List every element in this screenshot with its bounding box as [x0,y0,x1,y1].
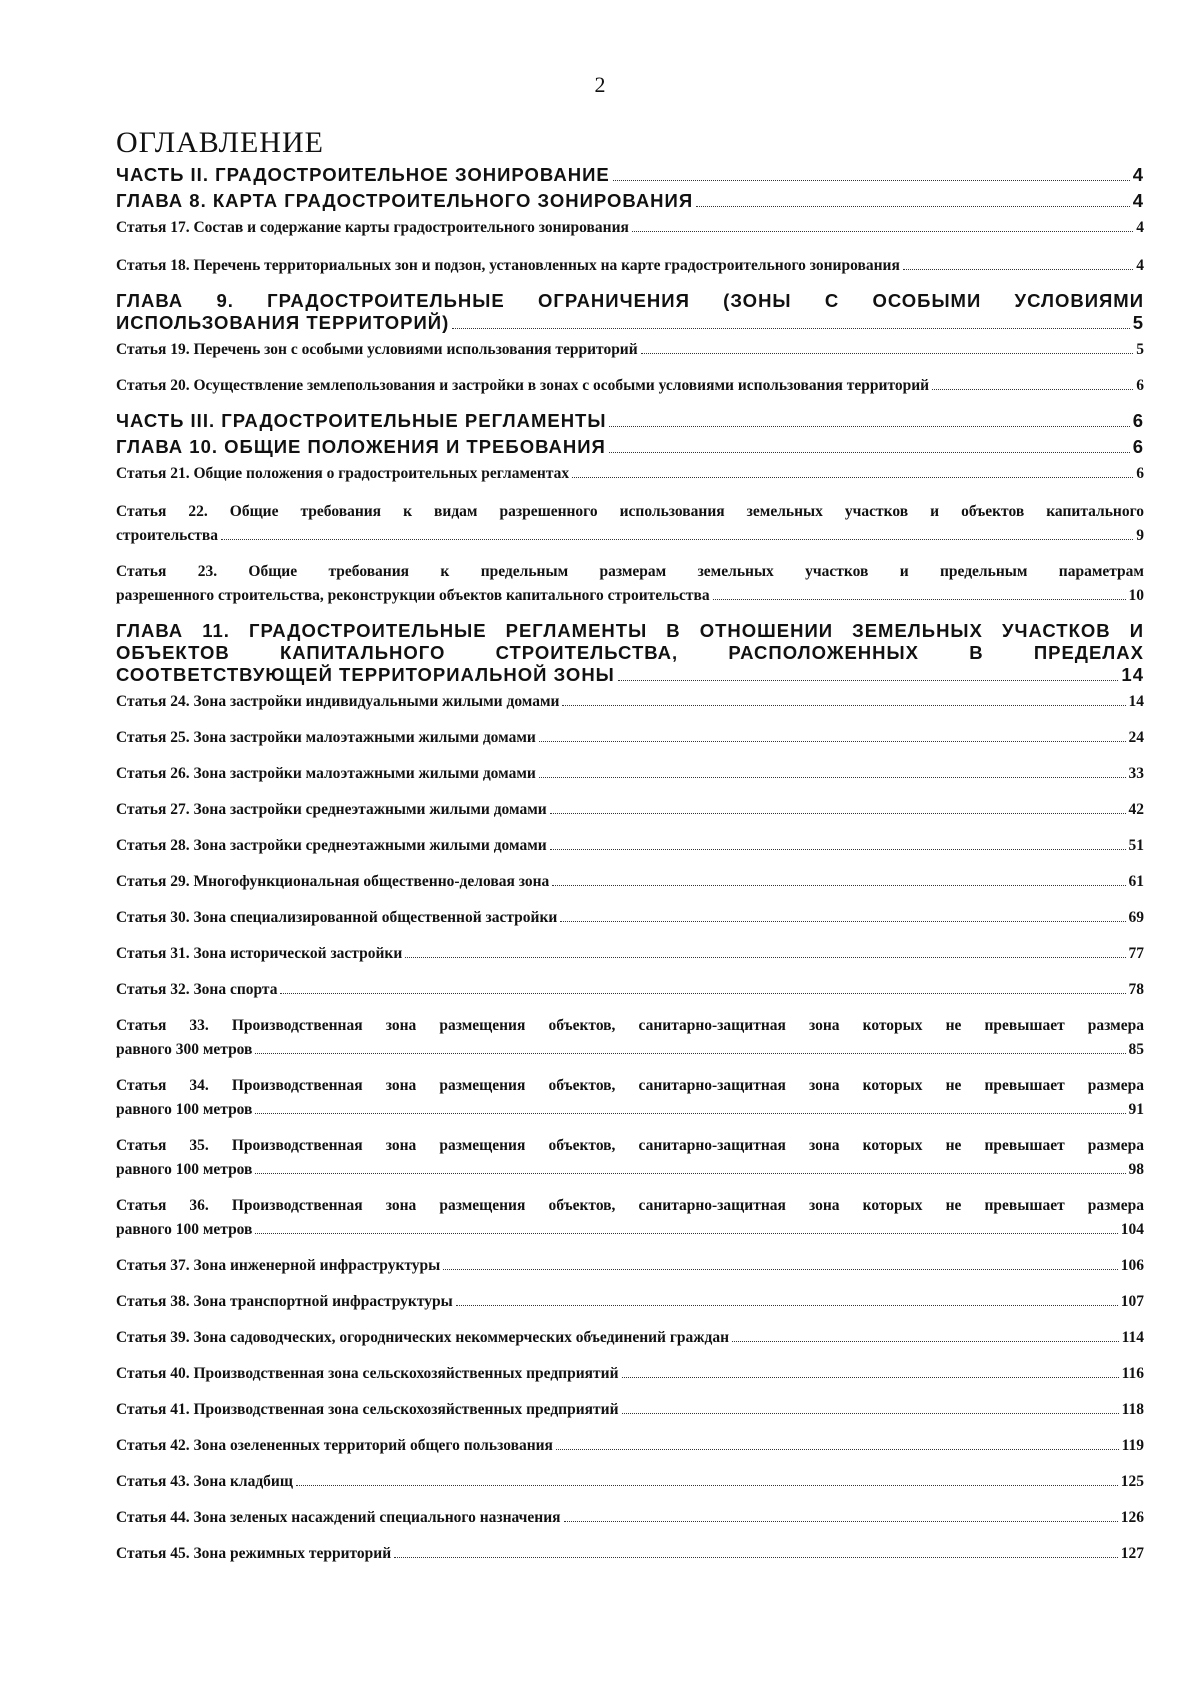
toc-chapter-entry[interactable] [116,436,1144,458]
toc-page-number: 119 [1121,1437,1144,1454]
toc-entry-title: ЧАСТЬ III. ГРАДОСТРОИТЕЛЬНЫЕ РЕГЛАМЕНТЫ [116,410,607,431]
toc-page-number: 10 [1128,587,1144,604]
toc-article-entry[interactable] [116,762,1144,786]
toc-article-entry[interactable] [116,216,1144,240]
toc-page-number: 61 [1128,873,1144,890]
toc-entry-title: ИСПОЛЬЗОВАНИЯ ТЕРРИТОРИЙ) [116,312,450,333]
toc-article-entry[interactable] [116,1326,1144,1350]
toc-entry-title: Статья 18. Перечень территориальных зон и подзон, установленных на карте градостроительного зонирования [116,257,900,274]
toc-page-number: 4 [1136,257,1144,274]
dot-leader [255,1053,1125,1054]
toc-entry-title: Статья 39. Зона садоводческих, огороднических некоммерческих объединений граждан [116,1329,730,1346]
toc-entry-title: Статья 37. Зона инженерной инфраструктуры [116,1257,441,1274]
toc-page-number: 127 [1120,1545,1144,1562]
toc-page-number: 6 [1132,436,1144,457]
dot-leader [255,1113,1125,1114]
toc-page-number: 126 [1120,1509,1144,1526]
dot-leader [713,599,1126,600]
toc-article-entry[interactable] [116,1542,1144,1566]
toc-entry-title: Статья 26. Зона застройки малоэтажными жилыми домами [116,765,536,782]
toc-article-entry[interactable] [116,338,1144,362]
toc-page-number: 107 [1120,1293,1144,1310]
dot-leader [443,1269,1117,1270]
toc-page-number: 51 [1128,837,1144,854]
toc-entry-title: ГЛАВА 8. КАРТА ГРАДОСТРОИТЕЛЬНОГО ЗОНИРОВАНИЯ [116,190,694,211]
toc-entry-text-line: Статья 23. Общие требования к предельным размерам земельных участков и предельным параметрам [116,563,1144,580]
dot-leader [613,180,1130,181]
dot-leader [622,1377,1119,1378]
toc-page-number: 33 [1128,765,1144,782]
toc-article-entry[interactable] [116,1194,1144,1242]
toc-chapter-entry[interactable] [116,164,1144,186]
toc-article-entry[interactable] [116,1254,1144,1278]
toc-article-entry[interactable] [116,374,1144,398]
toc-entry-title: Статья 44. Зона зеленых насаждений специального назначения [116,1509,561,1526]
toc-entry-text-line: Статья 22. Общие требования к видам разрешенного использования земельных участков и объектов капитального [116,503,1144,520]
toc-article-entry[interactable] [116,1014,1144,1062]
dot-leader [255,1173,1125,1174]
toc-entry-text-line: ГЛАВА 11. ГРАДОСТРОИТЕЛЬНЫЕ РЕГЛАМЕНТЫ В ОТНОШЕНИИ ЗЕМЕЛЬНЫХ УЧАСТКОВ И [116,620,1144,641]
dot-leader [550,849,1126,850]
toc-entry-title: Статья 31. Зона исторической застройки [116,945,403,962]
toc-entry-title: разрешенного строительства, реконструкции объектов капитального строительства [116,587,710,604]
toc-page-number: 69 [1128,909,1144,926]
toc-entry-title: Статья 42. Зона озелененных территорий общего пользования [116,1437,553,1454]
toc-title: ОГЛАВЛЕНИЕ [116,126,324,159]
dot-leader [932,389,1133,390]
toc-page-number: 116 [1121,1365,1144,1382]
toc-entry-text-line: ГЛАВА 9. ГРАДОСТРОИТЕЛЬНЫЕ ОГРАНИЧЕНИЯ (ЗОНЫ С ОСОБЫМИ УСЛОВИЯМИ [116,290,1144,311]
dot-leader [696,206,1130,207]
toc-entry-title: Статья 24. Зона застройки индивидуальными жилыми домами [116,693,560,710]
dot-leader [552,885,1125,886]
toc-page-number: 42 [1128,801,1144,818]
toc-entry-title: равного 300 метров [116,1041,253,1058]
dot-leader [732,1341,1119,1342]
toc-article-entry[interactable] [116,1398,1144,1422]
toc-article-entry[interactable] [116,1434,1144,1458]
dot-leader [405,957,1125,958]
dot-leader [296,1485,1118,1486]
toc-page-number: 98 [1128,1161,1144,1178]
toc-entry-title: Статья 43. Зона кладбищ [116,1473,293,1490]
toc-page-number: 114 [1121,1329,1144,1346]
toc-article-entry[interactable] [116,870,1144,894]
dot-leader [560,921,1125,922]
toc-article-entry[interactable] [116,462,1144,486]
toc-article-entry[interactable] [116,942,1144,966]
toc-page-number: 4 [1132,164,1144,185]
dot-leader [609,426,1129,427]
toc-article-entry[interactable] [116,906,1144,930]
toc-entry-title: Статья 40. Производственная зона сельскохозяйственных предприятий [116,1365,619,1382]
toc-entry-title: Статья 20. Осуществление землепользования и застройки в зонах с особыми условиями использования территорий [116,377,930,394]
dot-leader [556,1449,1119,1450]
toc-entry-title: равного 100 метров [116,1101,253,1118]
toc-entry-title: Статья 25. Зона застройки малоэтажными жилыми домами [116,729,536,746]
toc-entry-text-line: Статья 36. Производственная зона размещения объектов, санитарно-защитная зона которых не превышает размера [116,1197,1144,1214]
toc-article-entry[interactable] [116,1362,1144,1386]
toc-chapter-entry[interactable] [116,620,1144,686]
toc-entry-title: Статья 45. Зона режимных территорий [116,1545,392,1562]
toc-entry-title: Статья 19. Перечень зон с особыми условиями использования территорий [116,341,638,358]
toc-entry-title: ГЛАВА 10. ОБЩИЕ ПОЛОЖЕНИЯ И ТРЕБОВАНИЯ [116,436,606,457]
toc-article-entry[interactable] [116,254,1144,278]
toc-page-number: 106 [1120,1257,1144,1274]
dot-leader [456,1305,1118,1306]
toc-entry-title: Статья 38. Зона транспортной инфраструктуры [116,1293,453,1310]
dot-leader [564,1521,1118,1522]
toc-entry-title: Статья 32. Зона спорта [116,981,278,998]
toc-entry-title: Статья 41. Производственная зона сельскохозяйственных предприятий [116,1401,619,1418]
toc-article-entry[interactable] [116,1134,1144,1182]
toc-entry-text-line: Статья 34. Производственная зона размещения объектов, санитарно-защитная зона которых не превышает размера [116,1077,1144,1094]
toc-article-entry[interactable] [116,726,1144,750]
toc-article-entry[interactable] [116,690,1144,714]
toc-chapter-entry[interactable] [116,290,1144,334]
toc-page-number: 9 [1136,527,1144,544]
dot-leader [221,539,1133,540]
toc-chapter-entry[interactable] [116,410,1144,432]
page-number: 2 [594,72,606,97]
toc-entry-title: Статья 30. Зона специализированной общественной застройки [116,909,558,926]
toc-article-entry[interactable] [116,834,1144,858]
toc-page-number: 6 [1136,465,1144,482]
dot-leader [632,231,1133,232]
dot-leader [622,1413,1119,1414]
toc-entry-text-line: Статья 35. Производственная зона размещения объектов, санитарно-защитная зона которых не превышает размера [116,1137,1144,1154]
toc-entry-title: ЧАСТЬ II. ГРАДОСТРОИТЕЛЬНОЕ ЗОНИРОВАНИЕ [116,164,610,185]
dot-leader [452,328,1129,329]
toc-page-number: 104 [1120,1221,1144,1238]
toc-chapter-entry[interactable] [116,190,1144,212]
toc-page-number: 125 [1120,1473,1144,1490]
toc-page-number: 85 [1128,1041,1144,1058]
toc-page-number: 91 [1128,1101,1144,1118]
toc-page-number: 6 [1136,377,1144,394]
toc-article-entry[interactable] [116,500,1144,548]
dot-leader [539,777,1126,778]
toc-article-entry[interactable] [116,1470,1144,1494]
toc-article-entry[interactable] [116,1290,1144,1314]
toc-entry-title: СООТВЕТСТВУЮЩЕЙ ТЕРРИТОРИАЛЬНОЙ ЗОНЫ [116,664,615,685]
toc-page-number: 78 [1128,981,1144,998]
dot-leader [618,680,1119,681]
dot-leader [280,993,1125,994]
toc-entry-title: равного 100 метров [116,1161,253,1178]
toc-page-number: 14 [1128,693,1144,710]
toc-article-entry[interactable] [116,1506,1144,1530]
toc-article-entry[interactable] [116,978,1144,1002]
toc-entry-title: Статья 28. Зона застройки среднеэтажными жилыми домами [116,837,547,854]
toc-page-number: 6 [1132,410,1144,431]
toc-entry-title: Статья 27. Зона застройки среднеэтажными жилыми домами [116,801,547,818]
dot-leader [255,1233,1117,1234]
dot-leader [609,452,1130,453]
toc-entry-title: Статья 17. Состав и содержание карты градостроительного зонирования [116,219,629,236]
dot-leader [903,269,1133,270]
dot-leader [539,741,1126,742]
dot-leader [550,813,1126,814]
toc-entry-title: строительства [116,527,218,544]
toc-page-number: 118 [1121,1401,1144,1418]
toc-entry-title: Статья 29. Многофункциональная общественно-деловая зона [116,873,550,890]
dot-leader [562,705,1125,706]
toc-article-entry[interactable] [116,560,1144,608]
toc-page-number: 5 [1132,312,1144,333]
toc-entry-text-line: Статья 33. Производственная зона размещения объектов, санитарно-защитная зона которых не превышает размера [116,1017,1144,1034]
toc-entry-title: равного 100 метров [116,1221,253,1238]
toc-page-number: 24 [1128,729,1144,746]
dot-leader [641,353,1134,354]
toc-entry-title: Статья 21. Общие положения о градостроительных регламентах [116,465,570,482]
toc-page-number: 5 [1136,341,1144,358]
toc-article-entry[interactable] [116,798,1144,822]
toc-page-number: 4 [1132,190,1144,211]
toc-entry-text-line: ОБЪЕКТОВ КАПИТАЛЬНОГО СТРОИТЕЛЬСТВА, РАСПОЛОЖЕННЫХ В ПРЕДЕЛАХ [116,642,1144,663]
toc-page-number: 4 [1136,219,1144,236]
dot-leader [572,477,1133,478]
toc-article-entry[interactable] [116,1074,1144,1122]
toc-page-number: 14 [1121,664,1144,685]
toc-page-number: 77 [1128,945,1144,962]
dot-leader [394,1557,1118,1558]
